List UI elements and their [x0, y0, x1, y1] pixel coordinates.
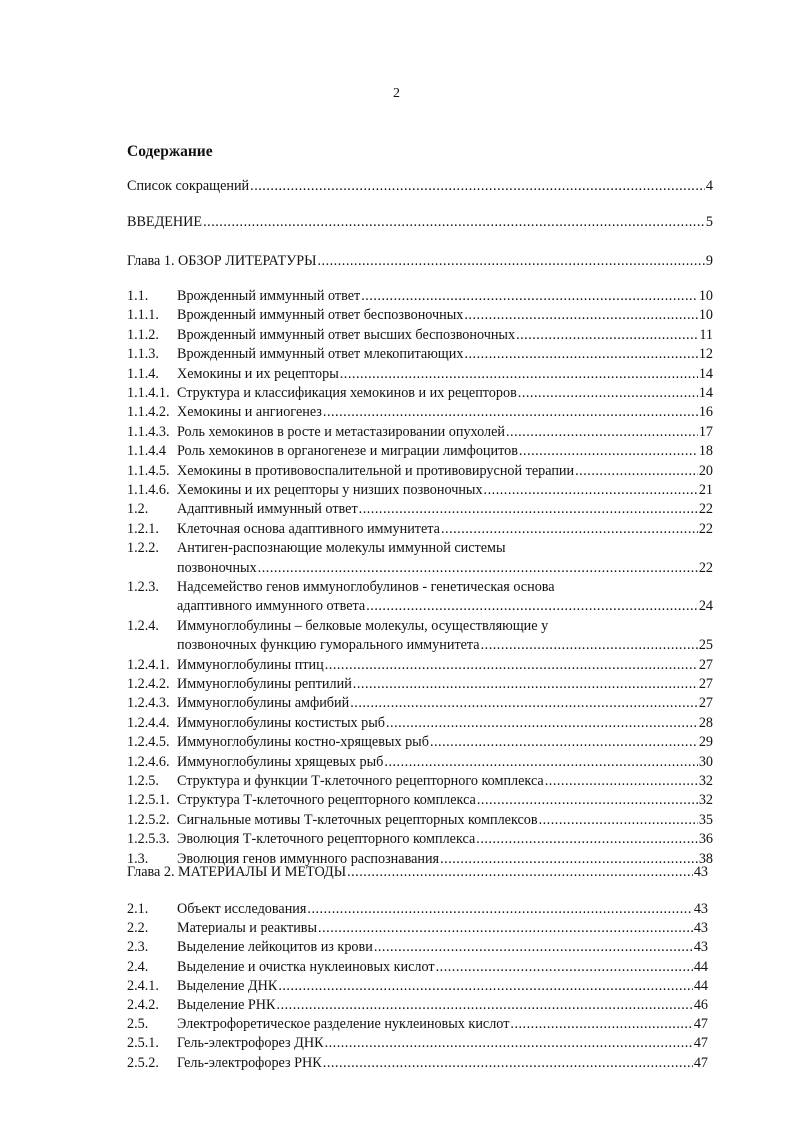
- dot-leader: [353, 675, 698, 694]
- toc-entry-page: 43: [693, 939, 708, 956]
- dot-leader: [325, 656, 698, 675]
- toc-entry-label: Иммуноглобулины птиц: [177, 656, 324, 673]
- dot-leader: [481, 636, 698, 655]
- dot-leader: [278, 977, 693, 996]
- toc-entry: [177, 636, 713, 655]
- toc-entry-page: 38: [698, 850, 713, 867]
- toc-entry-number: 1.2.4.5.: [127, 734, 170, 751]
- toc-entry-label: Объект исследования: [177, 901, 307, 917]
- toc-entry-page: 44: [693, 977, 708, 994]
- dot-leader: [545, 772, 698, 791]
- toc-entry: [127, 442, 713, 461]
- toc-entry-number: 1.2.: [127, 501, 149, 518]
- toc-entry-number: 1.1.3.: [127, 346, 159, 363]
- toc-entry-page: 10: [698, 288, 713, 304]
- toc-entry-page: 27: [698, 656, 713, 673]
- toc-entry-label: Материалы и реактивы: [177, 920, 318, 937]
- toc-entry-number: 2.1.: [127, 901, 149, 917]
- toc-entry-number: 1.2.4.: [127, 617, 159, 634]
- toc-entry-label: Выделение и очистка нуклеиновых кислот: [177, 958, 435, 975]
- dot-leader: [340, 365, 698, 384]
- toc-entry-page: 21: [698, 482, 713, 498]
- toc-entry-number: 2.2.: [127, 920, 149, 937]
- toc-entry-page: 10: [698, 307, 713, 324]
- dot-leader: [277, 996, 693, 1015]
- dot-leader: [366, 597, 698, 616]
- toc-entry-number: 2.3.: [127, 939, 149, 956]
- toc-entry-label: Адаптивный иммунный ответ: [177, 501, 358, 518]
- toc-entry-label: Иммуноглобулины амфибий: [177, 695, 350, 712]
- toc-entry-page: 43: [693, 864, 708, 880]
- dot-leader: [325, 1034, 693, 1053]
- toc-entry: [127, 753, 713, 772]
- toc-entry-label: Глава 1. ОБЗОР ЛИТЕРАТУРЫ: [127, 253, 317, 269]
- toc-entry-number: 2.4.: [127, 958, 149, 975]
- toc-entry-page: 25: [698, 637, 713, 654]
- toc-entry-page: 18: [698, 443, 713, 460]
- dot-leader: [359, 500, 698, 519]
- toc-entry-page: 47: [693, 1054, 708, 1071]
- dot-leader: [464, 345, 697, 364]
- toc-entry-number: 1.1.1.: [127, 307, 159, 324]
- toc-entry: [127, 938, 708, 957]
- toc-entry-page: 47: [693, 1035, 708, 1052]
- toc-entry-label: Иммуноглобулины костно-хрящевых рыб: [177, 734, 429, 751]
- toc-entry-number: 1.2.5.2.: [127, 811, 170, 828]
- dot-leader: [258, 559, 698, 578]
- dot-leader: [361, 287, 698, 306]
- toc-entry: [127, 306, 713, 325]
- toc-entry-label: Выделение ДНК: [177, 977, 278, 994]
- toc-entry-label: Хемокины и ангиогенез: [177, 404, 322, 421]
- toc-entry-label: Иммуноглобулины хрящевых рыб: [177, 753, 384, 770]
- dot-leader: [506, 423, 698, 442]
- toc-entry-number: 2.4.1.: [127, 977, 159, 994]
- toc-entry: [127, 919, 708, 938]
- toc-entry: [127, 520, 713, 539]
- toc-entry-label: Структура Т-клеточного рецепторного комплекса: [177, 792, 476, 809]
- toc-entry: [177, 559, 713, 578]
- toc-entry-label: Выделение лейкоцитов из крови: [177, 939, 373, 956]
- toc-entry-label: Хемокины и их рецепторы: [177, 365, 339, 382]
- toc-entry-page: 32: [698, 792, 713, 809]
- toc-entry-label: Иммуноглобулины рептилий: [177, 676, 352, 692]
- toc-entry-page: 14: [698, 365, 713, 382]
- toc-entry-number: 1.1.4.4: [127, 443, 167, 460]
- toc-entry: [127, 177, 713, 196]
- toc-entry: [127, 811, 713, 830]
- toc-entry: [127, 500, 713, 519]
- toc-entry-label: Врожденный иммунный ответ беспозвоночных: [177, 307, 464, 324]
- toc-entry-number: 1.2.5.: [127, 773, 159, 789]
- dot-leader: [323, 1054, 693, 1073]
- toc-entry-number: 1.1.4.2.: [127, 404, 170, 421]
- toc-entry-number: 2.5.: [127, 1016, 149, 1033]
- dot-leader: [441, 520, 698, 539]
- toc-entry: [127, 1054, 708, 1073]
- toc-entry-number: 1.1.4.3.: [127, 423, 170, 440]
- toc-entry-label: Иммуноглобулины костистых рыб: [177, 714, 385, 731]
- toc-entry-label: Эволюция генов иммунного распознавания: [177, 850, 440, 867]
- dot-leader: [430, 733, 698, 752]
- toc-entry: [127, 656, 713, 675]
- dot-leader: [384, 753, 697, 772]
- dot-leader: [250, 177, 705, 196]
- toc-entry-label: Гель-электрофорез РНК: [177, 1054, 322, 1071]
- toc-entry-label: позвоночных: [177, 559, 257, 576]
- toc-entry-page: 11: [699, 326, 713, 343]
- toc-entry-page: 5: [705, 214, 713, 230]
- toc-entry-label: Роль хемокинов в органогенезе и миграции лимфоцитов: [177, 443, 518, 460]
- dot-leader: [317, 252, 704, 271]
- toc-entry: [127, 252, 713, 271]
- toc-entry: [127, 326, 713, 345]
- toc-entry-label: Клеточная основа адаптивного иммунитета: [177, 520, 440, 537]
- dot-leader: [516, 326, 698, 345]
- toc-entry: [127, 365, 713, 384]
- toc-entry-label: Врожденный иммунный ответ: [177, 288, 361, 304]
- toc-entry-page: 43: [693, 920, 708, 937]
- toc-entry-page: 32: [698, 773, 713, 789]
- toc-entry: [127, 996, 708, 1015]
- toc-entry: [127, 481, 713, 500]
- dot-leader: [318, 919, 693, 938]
- toc-entry: [177, 597, 713, 616]
- toc-entry-page: 28: [698, 714, 713, 731]
- toc-entry-page: 22: [698, 520, 713, 537]
- toc-entry-label: Хемокины и их рецепторы у низших позвоночных: [177, 482, 483, 498]
- dot-leader: [519, 442, 698, 461]
- page-number: 2: [393, 86, 400, 101]
- dot-leader: [476, 830, 698, 849]
- dot-leader: [386, 714, 698, 733]
- toc-entry: [127, 830, 713, 849]
- toc-entry-page: 35: [698, 811, 713, 828]
- toc-entry-label: Список сокращений: [127, 178, 250, 194]
- toc-entry-label: Электрофоретическое разделение нуклеиновых кислот: [177, 1016, 510, 1033]
- toc-entry-label: Врожденный иммунный ответ высших беспозвоночных: [177, 326, 516, 343]
- toc-entry-number: 1.1.: [127, 288, 149, 304]
- toc-entry: [127, 863, 708, 882]
- toc-entry-number: 1.2.4.6.: [127, 753, 170, 770]
- toc-entry-label: Глава 2. МАТЕРИАЛЫ И МЕТОДЫ: [127, 864, 347, 880]
- toc-entry: [127, 675, 713, 694]
- toc-entry-number: 1.2.4.3.: [127, 695, 170, 712]
- toc-entry-number: 1.2.1.: [127, 520, 159, 537]
- toc-entry-label: Хемокины в противовоспалительной и противовирусной терапии: [177, 462, 575, 479]
- dot-leader: [307, 900, 692, 919]
- toc-entry: [127, 714, 713, 733]
- toc-entry: [127, 423, 713, 442]
- toc-entry-number: 1.2.3.: [127, 579, 159, 595]
- toc-entry-label-line: Надсемейство генов иммуноглобулинов - генетическая основа: [177, 579, 555, 595]
- toc-entry-page: 17: [698, 423, 713, 440]
- dot-leader: [323, 403, 698, 422]
- dot-leader: [477, 791, 698, 810]
- dot-leader: [510, 1015, 692, 1034]
- toc-entry: [127, 462, 713, 481]
- toc-entry-number: 1.2.2.: [127, 540, 159, 557]
- toc-entry-page: 27: [698, 695, 713, 712]
- toc-entry: [127, 694, 713, 713]
- toc-entry-number: 1.1.2.: [127, 326, 159, 343]
- toc-entry: [127, 791, 713, 810]
- toc-entry-label: Врожденный иммунный ответ млекопитающих: [177, 346, 464, 363]
- toc-entry-page: 24: [698, 598, 713, 615]
- toc-entry-label: Роль хемокинов в росте и метастазировании опухолей: [177, 423, 505, 440]
- toc-entry-label: ВВЕДЕНИЕ: [127, 214, 203, 230]
- toc-entry-number: 1.1.4.6.: [127, 482, 170, 498]
- dot-leader: [539, 811, 698, 830]
- toc-entry-label: Структура и классификация хемокинов и их рецепторов: [177, 385, 517, 401]
- dot-leader: [575, 462, 698, 481]
- dot-leader: [484, 481, 698, 500]
- toc-entry: [127, 403, 713, 422]
- toc-entry-number: 1.2.5.3.: [127, 831, 170, 848]
- dot-leader: [347, 863, 693, 882]
- toc-entry-page: 22: [698, 501, 713, 518]
- toc-entry: [127, 345, 713, 364]
- toc-entry-number: 1.1.4.: [127, 365, 159, 382]
- toc-entry-label: Гель-электрофорез ДНК: [177, 1035, 324, 1052]
- toc-entry-page: 14: [698, 385, 713, 401]
- toc-entry-number: 1.1.4.5.: [127, 462, 170, 479]
- toc-entry-number: 1.2.4.1.: [127, 656, 170, 673]
- page-title: Содержание: [127, 143, 213, 160]
- toc-entry-label: Выделение РНК: [177, 997, 276, 1013]
- toc-entry: [127, 977, 708, 996]
- toc-entry-number: 2.5.1.: [127, 1035, 159, 1052]
- toc-entry: [127, 900, 708, 919]
- toc-entry-page: 43: [693, 901, 708, 917]
- toc-entry-page: 20: [698, 462, 713, 479]
- toc-entry-label-line: Иммуноглобулины – белковые молекулы, осуществляющие у: [177, 617, 549, 634]
- toc-entry-page: 9: [705, 253, 713, 269]
- toc-entry-number: 1.2.4.4.: [127, 714, 170, 731]
- toc-entry: [127, 287, 713, 306]
- toc-entry-number: 1.2.4.2.: [127, 676, 170, 692]
- toc-entry-label: Сигнальные мотивы Т-клеточных рецепторных комплексов: [177, 811, 538, 828]
- toc-entry-page: 30: [698, 753, 713, 770]
- toc-entry-page: 47: [693, 1016, 708, 1033]
- toc-entry: [127, 1034, 708, 1053]
- toc-entry: [127, 733, 713, 752]
- toc-entry-page: 44: [693, 958, 708, 975]
- toc-entry-number: 2.5.2.: [127, 1054, 159, 1071]
- toc-entry-label: адаптивного иммунного ответа: [177, 598, 366, 615]
- toc-entry-page: 12: [698, 346, 713, 363]
- toc-entry-label-line: Антиген-распознающие молекулы иммунной системы: [177, 540, 506, 557]
- toc-entry-label: позвоночных функцию гуморального иммунитета: [177, 637, 480, 654]
- toc-entry: [127, 772, 713, 791]
- toc-entry-page: 4: [705, 178, 713, 194]
- toc-entry-page: 27: [698, 676, 713, 692]
- toc-entry: [127, 384, 713, 403]
- dot-leader: [350, 694, 698, 713]
- toc-entry-page: 46: [693, 997, 708, 1013]
- dot-leader: [518, 384, 698, 403]
- toc-entry: [127, 1015, 708, 1034]
- toc-entry-page: 36: [698, 831, 713, 848]
- toc-entry: [127, 213, 713, 232]
- dot-leader: [203, 213, 705, 232]
- toc-entry-number: 1.3.: [127, 850, 149, 867]
- toc-entry-label: Эволюция Т-клеточного рецепторного комплекса: [177, 831, 476, 848]
- toc-entry: [127, 958, 708, 977]
- toc-entry-page: 29: [698, 734, 713, 751]
- toc-entry-page: 22: [698, 559, 713, 576]
- toc-entry-label: Структура и функции Т-клеточного рецепторного комплекса: [177, 773, 544, 789]
- dot-leader: [374, 938, 693, 957]
- toc-entry-number: 1.1.4.1.: [127, 385, 170, 401]
- toc-entry-number: 1.2.5.1.: [127, 792, 170, 809]
- dot-leader: [464, 306, 697, 325]
- toc-entry-number: 2.4.2.: [127, 997, 159, 1013]
- toc-entry-page: 16: [698, 404, 713, 421]
- dot-leader: [436, 958, 693, 977]
